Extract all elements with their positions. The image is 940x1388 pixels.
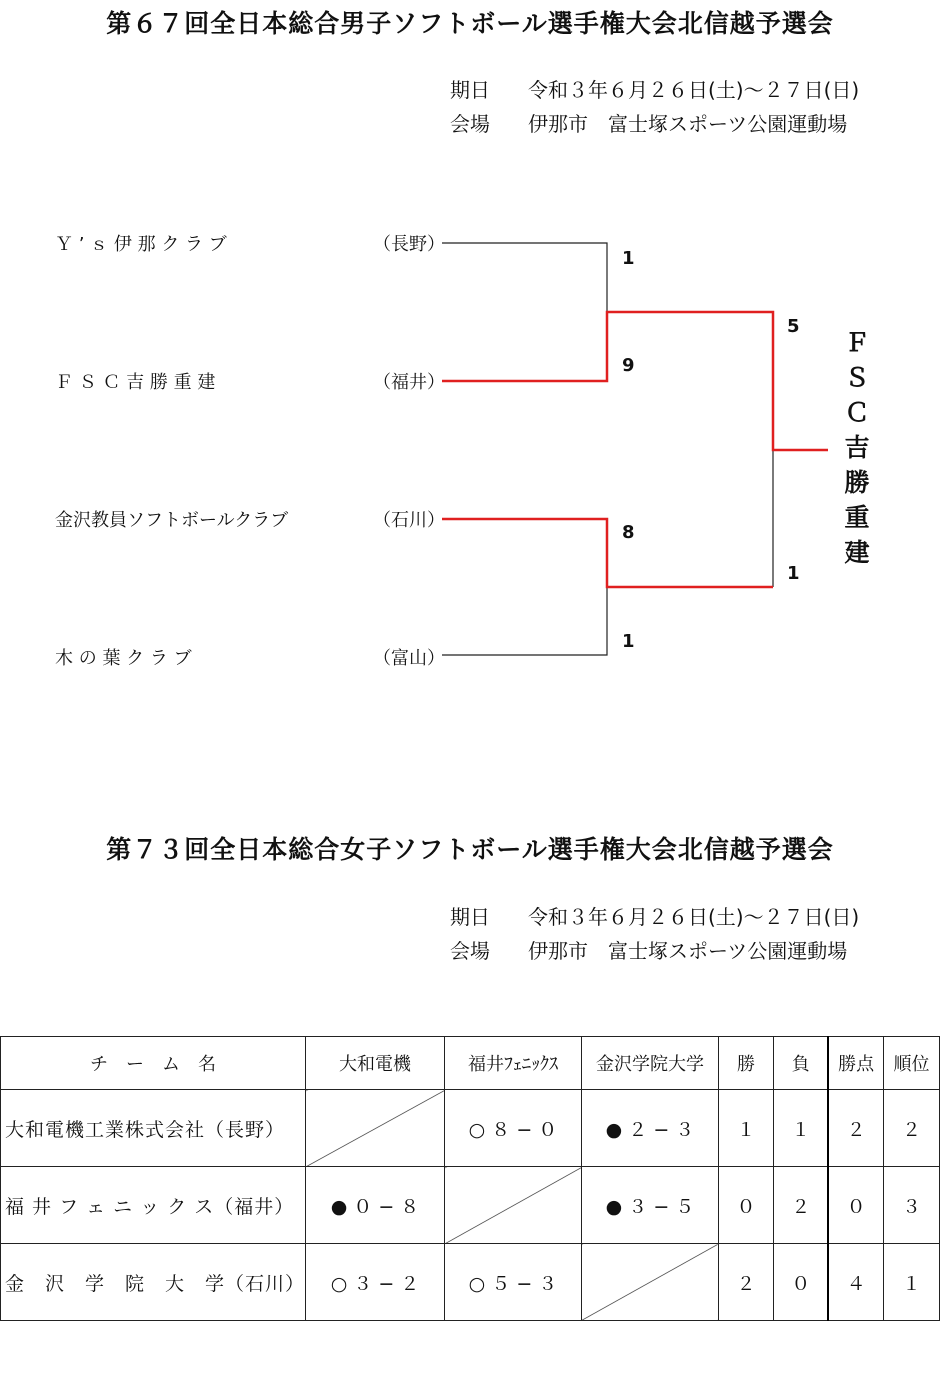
rank-cell: １ (883, 1244, 939, 1321)
bracket-line-team-4 (442, 587, 607, 655)
bracket-line-team-3 (442, 519, 773, 587)
score-m1-bottom: 9 (622, 355, 635, 376)
rank-cell: ２ (883, 1090, 939, 1167)
men-date-label: 期日 (450, 78, 490, 102)
men-venue-label: 会場 (450, 112, 490, 136)
champion-char: Ｆ (844, 328, 870, 357)
rank-cell: ３ (883, 1167, 939, 1244)
header-opponent-1: 大和電機 (306, 1037, 445, 1090)
losses-cell: ０ (773, 1244, 828, 1321)
women-date-value: 令和３年６月２６日(土)～２７日(日) (528, 905, 860, 929)
score-m1-top: 1 (622, 248, 635, 269)
women-date (450, 900, 859, 934)
score-m2-top: 8 (622, 522, 635, 543)
team-name: 金沢教員ソフトボールクラブ (55, 510, 289, 531)
team-cell: 福 井 フ ェ ニ ッ ク ス（福井） (1, 1167, 306, 1244)
team-name: Ｆ Ｓ Ｃ 吉 勝 重 建 (55, 372, 216, 393)
header-team-name: チ ー ム 名 (1, 1037, 306, 1090)
header-opponent-3: 金沢学院大学 (581, 1037, 718, 1090)
champion-char: 勝 (844, 468, 870, 497)
champion-char: Ｓ (844, 363, 870, 392)
result-cell: ● ２ − ３ (581, 1090, 718, 1167)
men-title: 第６７回全日本総合男子ソフトボール選手権大会北信越予選会 (106, 9, 834, 38)
diagonal-cell (581, 1244, 718, 1321)
team-cell: 金 沢 学 院 大 学（石川） (1, 1244, 306, 1321)
team-pref: （富山） (373, 648, 445, 669)
wins-cell: ２ (718, 1244, 773, 1321)
score-final-bottom: 1 (787, 563, 800, 584)
table-row (1, 1090, 940, 1167)
women-venue-label: 会場 (450, 939, 490, 963)
result-cell: ● ３ − ５ (581, 1167, 718, 1244)
header-losses: 負 (773, 1037, 828, 1090)
champion-name (843, 325, 871, 570)
table-row (1, 1244, 940, 1321)
header-rank: 順位 (883, 1037, 939, 1090)
bracket-line-team-1 (442, 243, 607, 312)
women-venue-value: 伊那市 富士塚スポーツ公園運動場 (528, 939, 848, 963)
team-pref: （福井） (373, 372, 445, 393)
result-cell: ○ ５ − ３ (445, 1244, 582, 1321)
diagonal-cell (445, 1167, 582, 1244)
women-date-label: 期日 (450, 905, 490, 929)
team-pref: （石川） (373, 510, 445, 531)
champion-char: 吉 (844, 433, 870, 462)
bracket-line-team-2 (442, 312, 828, 450)
header-wins: 勝 (718, 1037, 773, 1090)
losses-cell: １ (773, 1090, 828, 1167)
losses-cell: ２ (773, 1167, 828, 1244)
result-cell: ● ０ − ８ (306, 1167, 445, 1244)
wins-cell: １ (718, 1090, 773, 1167)
result-cell: ○ ３ − ２ (306, 1244, 445, 1321)
champion-char: Ｃ (844, 398, 870, 427)
score-m2-bottom: 1 (622, 631, 635, 652)
women-title: 第７３回全日本総合女子ソフトボール選手権大会北信越予選会 (106, 835, 834, 864)
header-points: 勝点 (828, 1037, 883, 1090)
team-pref: （長野） (373, 234, 445, 255)
table-row (1, 1167, 940, 1244)
header-opponent-2: 福井ﾌｪﾆｯｸｽ (445, 1037, 582, 1090)
champion-char: 建 (844, 538, 870, 567)
points-cell: ２ (828, 1090, 883, 1167)
result-cell: ○ ８ − ０ (445, 1090, 582, 1167)
team-cell: 大和電機工業株式会社（長野） (1, 1090, 306, 1167)
points-cell: ４ (828, 1244, 883, 1321)
men-date-value: 令和３年６月２６日(土)～２７日(日) (528, 78, 860, 102)
round-robin-table (0, 1036, 940, 1321)
men-venue-value: 伊那市 富士塚スポーツ公園運動場 (528, 112, 848, 136)
women-venue (450, 934, 847, 968)
wins-cell: ０ (718, 1167, 773, 1244)
points-cell: ０ (828, 1167, 883, 1244)
team-name: Ｙ ’ ｓ 伊 那 ク ラ ブ (55, 234, 227, 255)
team-name: 木 の 葉 ク ラ ブ (55, 648, 192, 669)
diagonal-cell (306, 1090, 445, 1167)
table-header-row (1, 1037, 940, 1090)
score-final-top: 5 (787, 316, 800, 337)
champion-char: 重 (844, 503, 870, 532)
